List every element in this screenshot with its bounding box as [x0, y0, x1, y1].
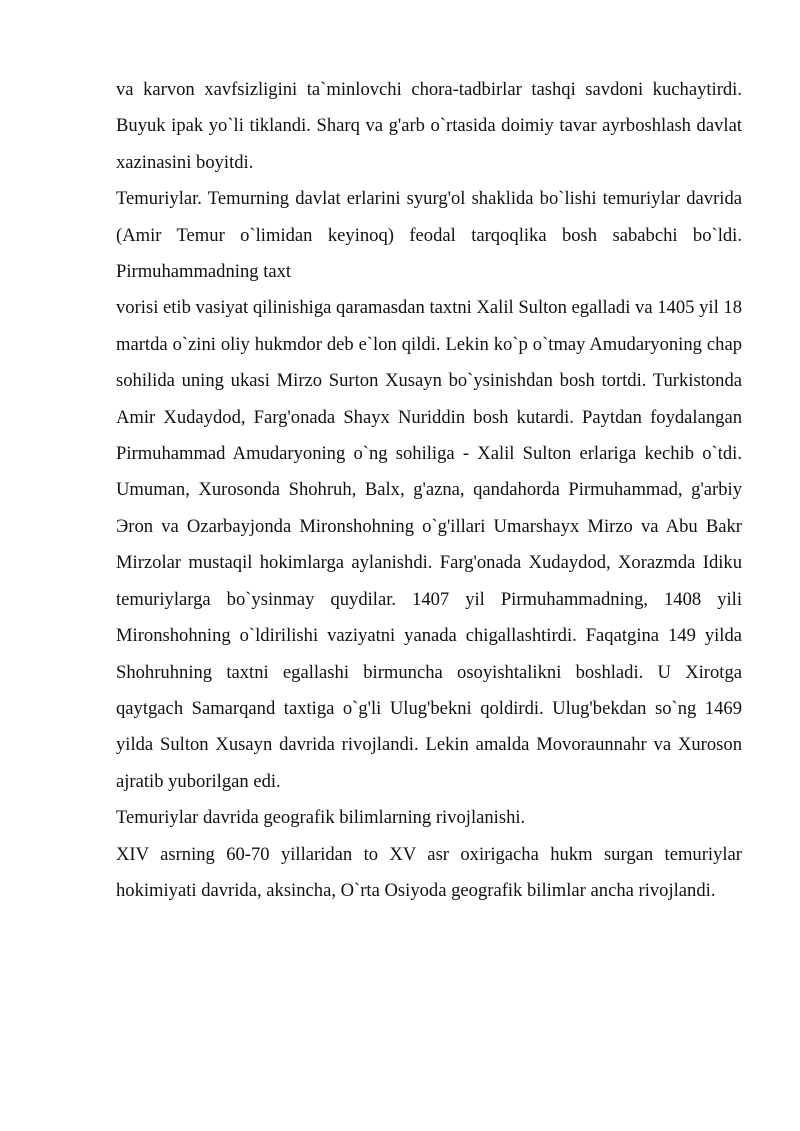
paragraph-geography-development: XIV asrning 60-70 yillaridan to XV asr oxirigacha hukm surgan temuriylar hokimiyati davrida, aksincha, O`rta Osiyoda geografik bilimlar ancha rivojlandi. [116, 843, 742, 901]
paragraph-temurids-intro: Temuriylar. Temurning davlat erlarini syurg'ol shaklida bo`lishi temuriylar davrida (Amir Temur o`limidan keyinoq) feodal tarqoqlika bosh sababchi bo`ldi. Pirmuhammadning taxt [116, 188, 742, 283]
document-page [116, 72, 742, 909]
paragraph-trade-security: va karvon xavfsizligini ta`minlovchi chora-tadbirlar tashqi savdoni kuchaytirdi. Buyuk ipak yo`li tiklandi. Sharq va g'arb o`rtasida doimiy tavar ayrboshlash davlat xazinasini boyitdi. [116, 79, 742, 173]
paragraph-succession-struggle: vorisi etib vasiyat qilinishiga qaramasdan taxtni Xalil Sulton egalladi va 1405 yil 18 martda o`zini oliy hukmdor deb e`lon qildi. Lekin ko`p o`tmay Amudaryoning chap sohilida uning ukasi Mirzo Surton Xusayn bo`ysinishdan bosh tortdi. Turkistonda Amir Xudaydod, Farg'onada Shayx Nuriddin bosh kutardi. Paytdan foydalangan Pirmuhammad Amudaryoning o`ng sohiliga - Xalil Sulton erlariga kechib o`tdi. Umuman, Xurosonda Shohruh, Balx, g'azna, qandahorda Pirmuhammad, g'arbiy Эron va Ozarbayjonda Mironshohning o`g'illari Umarshayx Mirzo va Abu Bakr Mirzolar mustaqil hokimlarga aylanishdi. Farg'onada Xudaydod, Xorazmda Idiku temuriylarga bo`ysinmay quydilar. 1407 yil Pirmuhammadning, 1408 yili Mironshohning o`ldirilishi vaziyatni yanada chigallashtirdi. Faqatgina 149 yilda Shohruhning taxtni egallashi birmuncha osoyishtalikni boshladi. U Xirotga qaytgach Samarqand taxtiga o`g'li Ulug'bekni qoldirdi. Ulug'bekdan so`ng 1469 yilda Sulton Xusayn davrida rivojlandi. Lekin amalda Movoraunnahr va Xuroson ajratib yuborilgan edi. [116, 297, 742, 792]
section-heading-geography: Temuriylar davrida geografik bilimlarning rivojlanishi. [116, 807, 526, 829]
